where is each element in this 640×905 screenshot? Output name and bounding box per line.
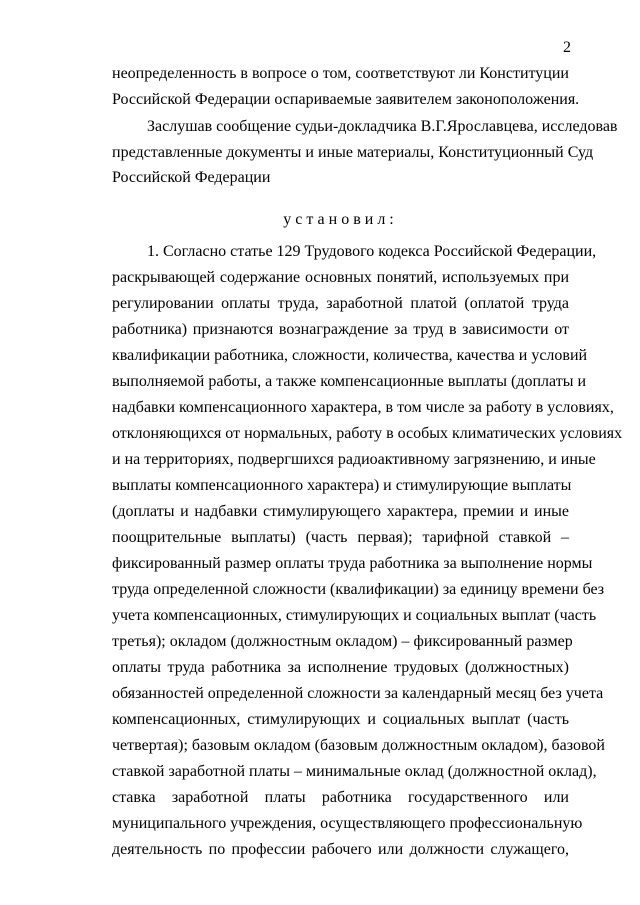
intro-paragraph-2-line-1: Заслушав сообщение судьи-докладчика В.Г.Ярославцева, исследовав: [147, 118, 618, 135]
section-1-line-15: учета компенсационных, стимулирующих и социальных выплат (часть: [112, 607, 597, 624]
section-1-line-24: деятельность по профессии рабочего или должности служащего,: [112, 841, 569, 858]
page-number: 2: [563, 39, 571, 56]
intro-paragraph-2-line-2: представленные документы и иные материалы, Конституционный Суд: [112, 144, 594, 161]
section-1-line-5: квалификации работника, сложности, количества, качества и условий: [112, 347, 588, 364]
section-1-line-16: третья); окладом (должностным окладом) – фиксированный размер: [112, 633, 573, 650]
section-1-line-18: обязанностей определенной сложности за календарный месяц без учета: [112, 685, 604, 702]
intro-paragraph-1-line-1: неопределенность в вопросе о том, соответствуют ли Конституции: [112, 65, 569, 82]
section-1-line-6: выполняемой работы, а также компенсационные выплаты (доплаты и: [112, 373, 587, 390]
section-1-line-8: отклоняющихся от нормальных, работу в особых климатических условиях: [112, 425, 623, 442]
section-1-line-7: надбавки компенсационного характера, в том числе за работу в условиях,: [112, 399, 614, 416]
section-1-line-3: регулировании оплаты труда, заработной платой (оплатой труда: [112, 295, 569, 312]
section-1-line-2: раскрывающей содержание основных понятий, используемых при: [112, 269, 569, 286]
section-1-line-23: муниципального учреждения, осуществляющего профессиональную: [112, 815, 583, 832]
intro-paragraph-1-line-2: Российской Федерации оспариваемые заявителем законоположения.: [112, 91, 580, 108]
section-1-line-1: 1. Согласно статье 129 Трудового кодекса Российской Федерации,: [147, 243, 597, 260]
section-1-line-14: труда определенной сложности (квалификации) за единицу времени без: [112, 581, 605, 598]
section-1-line-13: фиксированный размер оплаты труда работника за выполнение нормы: [112, 555, 593, 572]
section-1-line-9: и на территориях, подвергшихся радиоактивному загрязнению, и иные: [112, 451, 596, 468]
section-1-line-17: оплаты труда работника за исполнение трудовых (должностных): [112, 659, 569, 676]
section-1-line-4: работника) признаются вознаграждение за труд в зависимости от: [112, 321, 569, 338]
section-1-line-21: ставкой заработной платы – минимальные оклад (должностной оклад),: [112, 763, 597, 780]
section-heading: установил:: [283, 211, 398, 228]
section-1-line-10: выплаты компенсационного характера) и стимулирующие выплаты: [112, 477, 572, 494]
intro-paragraph-2-line-3: Российской Федерации: [112, 169, 271, 186]
section-1-line-20: четвертая); базовым окладом (базовым должностным окладом), базовой: [112, 737, 605, 754]
section-1-line-11: (доплаты и надбавки стимулирующего характера, премии и иные: [112, 503, 569, 520]
section-1-line-22: ставка заработной платы работника государственного или: [112, 789, 569, 806]
section-1-line-12: поощрительные выплаты) (часть первая); тарифной ставкой –: [112, 529, 569, 546]
section-1-line-19: компенсационных, стимулирующих и социальных выплат (часть: [112, 711, 569, 728]
